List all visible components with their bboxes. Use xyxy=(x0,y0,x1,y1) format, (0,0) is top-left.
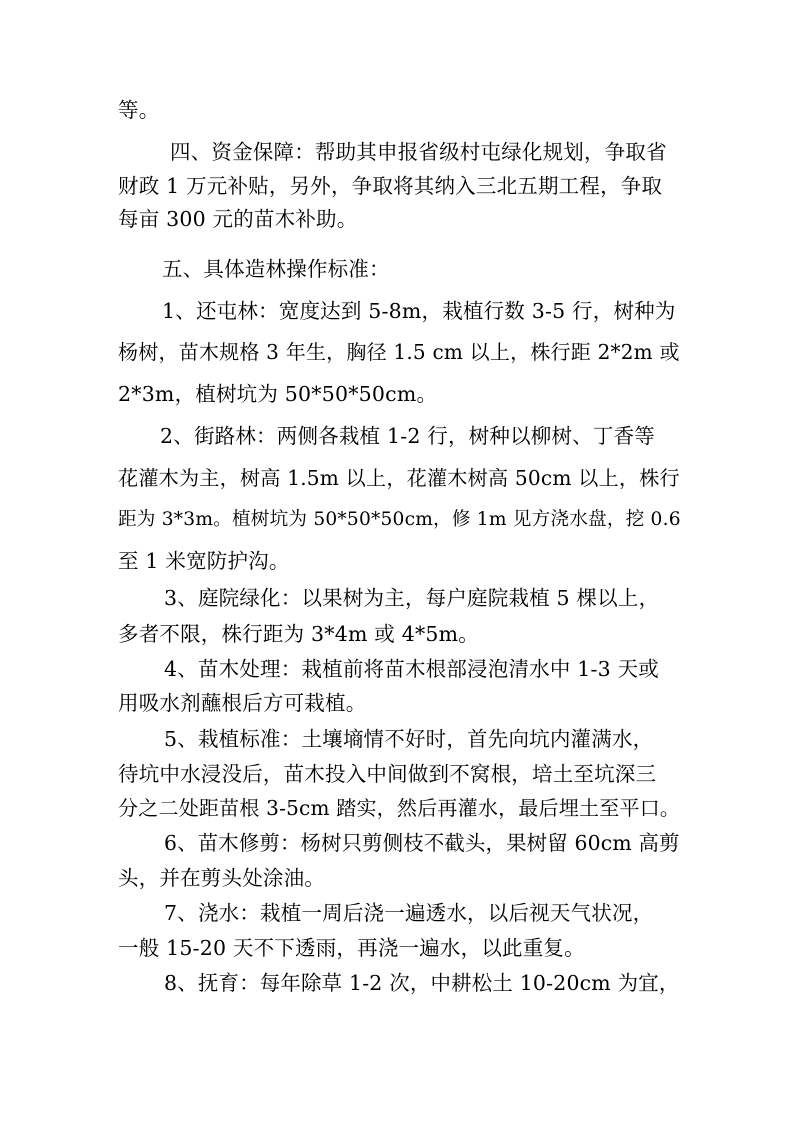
text-line: 2、街路林：两侧各栽植 1-2 行，树种以柳树、丁香等 xyxy=(160,424,655,448)
text-line: 2*3m，植树坑为 50*50*50cm。 xyxy=(118,382,438,406)
text-line: 至 1 米宽防护沟。 xyxy=(118,549,290,573)
text-line: 7、浇水：栽植一周后浇一遍透水，以后视天气状况， xyxy=(164,901,654,925)
text-line: 每亩 300 元的苗木补助。 xyxy=(118,207,358,231)
text-line: 4、苗木处理：栽植前将苗木根部浸泡清水中 1-3 天或 xyxy=(164,657,659,681)
text-line: 3、庭院绿化：以果树为主，每户庭院栽植 5 棵以上， xyxy=(164,586,660,610)
text-line: 分之二处距苗根 3-5cm 踏实，然后再灌水，最后埋土至平口。 xyxy=(118,796,681,820)
text-line: 1、还屯林：宽度达到 5-8m，栽植行数 3-5 行，树种为 xyxy=(162,299,676,323)
text-line: 6、苗木修剪：杨树只剪侧枝不截头，果树留 60cm 高剪 xyxy=(164,831,680,855)
text-line: 财政 1 万元补贴，另外，争取将其纳入三北五期工程，争取 xyxy=(118,174,663,198)
text-line: 用吸水剂蘸根后方可栽植。 xyxy=(118,691,367,715)
text-line: 一般 15-20 天不下透雨，再浇一遍水，以此重复。 xyxy=(118,936,585,960)
text-line: 5、栽植标准：土壤墒情不好时，首先向坑内灌满水， xyxy=(164,727,654,751)
text-line: 8、抚育：每年除草 1-2 次，中耕松土 10-20cm 为宜， xyxy=(164,971,680,995)
text-line: 等。 xyxy=(118,98,160,122)
text-line: 待坑中水浸没后，苗木投入中间做到不窝根，培土至坑深三 xyxy=(118,762,657,786)
text-line: 四、资金保障：帮助其申报省级村屯绿化规划，争取省 xyxy=(170,140,667,164)
text-line: 距为 3*3m。植树坑为 50*50*50cm，修 1m 见方浇水盘，挖 0.6 xyxy=(118,509,681,530)
text-line: 头，并在剪头处涂油。 xyxy=(118,866,325,890)
text-line: 多者不限，株行距为 3*4m 或 4*5m。 xyxy=(118,622,479,646)
text-line: 杨树，苗木规格 3 年生，胸径 1.5 cm 以上，株行距 2*2m 或 xyxy=(118,340,680,364)
text-line: 花灌木为主，树高 1.5m 以上，花灌木树高 50cm 以上，株行 xyxy=(118,466,680,490)
text-line: 五、具体造林操作标准： xyxy=(162,257,390,281)
